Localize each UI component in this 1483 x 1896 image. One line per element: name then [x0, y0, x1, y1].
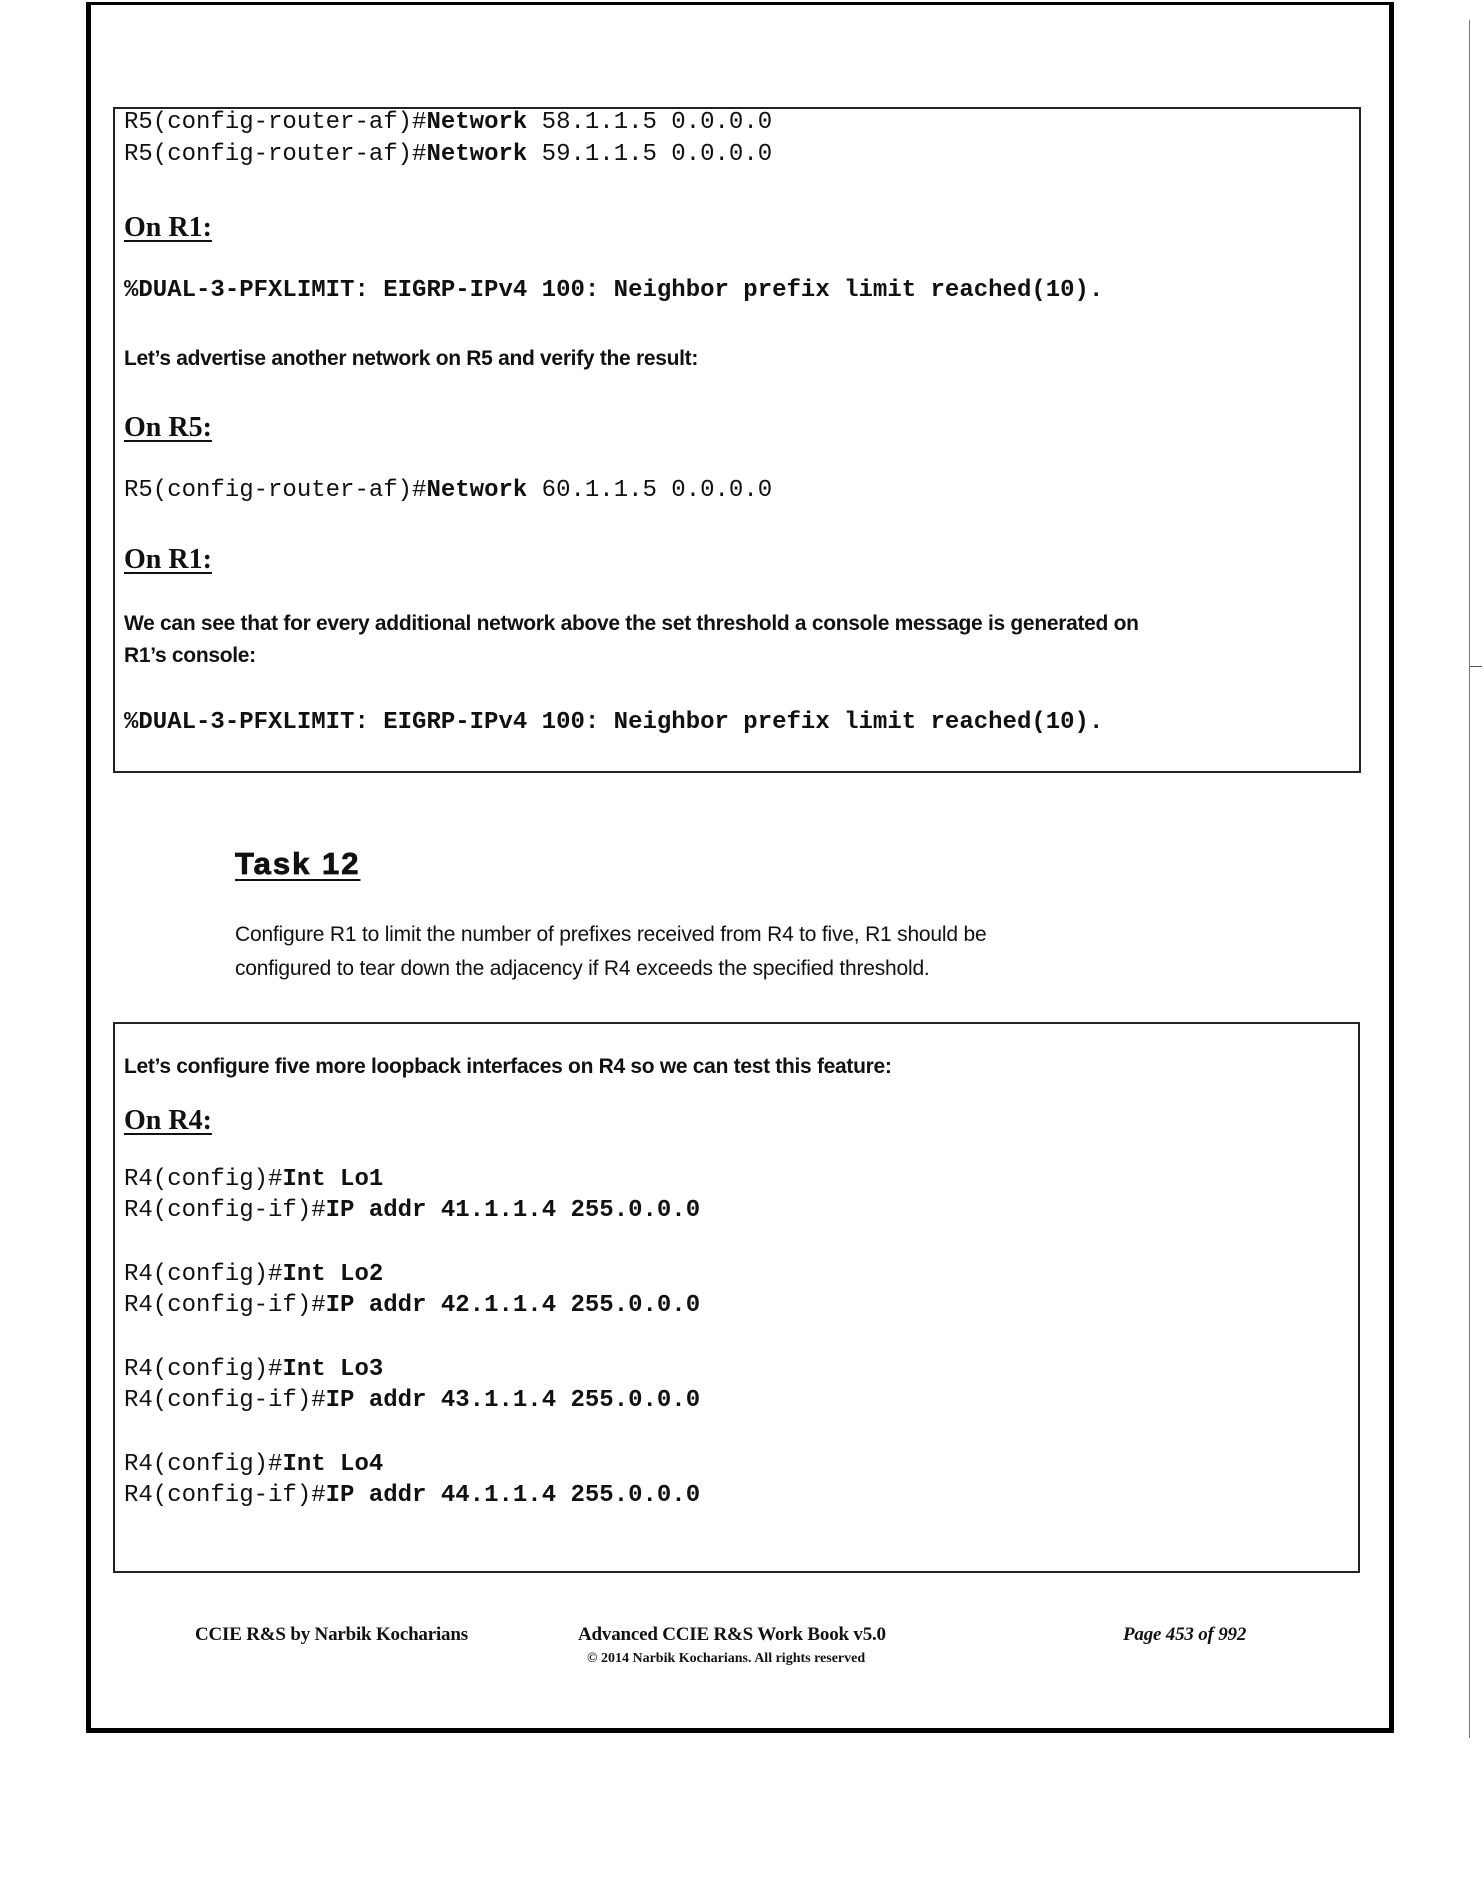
section-heading-on-r4: On R4:: [124, 1105, 212, 1136]
console-log-message: %DUAL-3-PFXLIMIT: EIGRP-IPv4 100: Neighbor prefix limit reached(10).: [124, 709, 1104, 736]
code-prompt: R4(config-if)#: [124, 1482, 326, 1509]
code-line: [124, 1355, 383, 1385]
code-prompt: R4(config-if)#: [124, 1387, 326, 1414]
code-args: 59.1.1.5 0.0.0.0: [527, 141, 773, 168]
code-args: 42.1.1.4 255.0.0.0: [426, 1292, 701, 1319]
code-line: [124, 1260, 383, 1290]
code-args: 60.1.1.5 0.0.0.0: [527, 477, 773, 504]
code-command: Network: [426, 141, 528, 168]
code-args: 44.1.1.4 255.0.0.0: [426, 1482, 701, 1509]
console-log-message: %DUAL-3-PFXLIMIT: EIGRP-IPv4 100: Neighbor prefix limit reached(10).: [124, 277, 1104, 304]
task-description-line-2: configured to tear down the adjacency if R4 exceeds the specified threshold.: [235, 957, 930, 980]
code-prompt: R5(config-router-af)#: [124, 141, 427, 168]
scan-edge-line: [1469, 20, 1470, 1738]
paragraph-configure-loopbacks: Let’s configure five more loopback interfaces on R4 so we can test this feature:: [124, 1055, 892, 1078]
paragraph-advertise: Let’s advertise another network on R5 and verify the result:: [124, 347, 699, 370]
code-prompt: R4(config)#: [124, 1261, 283, 1288]
code-line: [124, 1291, 700, 1321]
code-command: Int Lo4: [282, 1451, 384, 1478]
code-command: IP addr: [325, 1292, 427, 1319]
code-line: [124, 1450, 383, 1480]
code-line: [124, 1386, 700, 1416]
code-command: Network: [426, 477, 528, 504]
code-prompt: R5(config-router-af)#: [124, 109, 427, 136]
code-line: [124, 108, 772, 138]
code-line: [124, 1165, 383, 1195]
code-args: 41.1.1.4 255.0.0.0: [426, 1197, 701, 1224]
code-prompt: R5(config-router-af)#: [124, 477, 427, 504]
code-prompt: R4(config)#: [124, 1451, 283, 1478]
task-description-line-1: Configure R1 to limit the number of prefixes received from R4 to five, R1 should be: [235, 923, 987, 946]
code-command: Int Lo1: [282, 1166, 384, 1193]
scan-edge-tick: [1470, 666, 1482, 667]
code-line: [124, 140, 772, 170]
task-title: Task 12: [235, 846, 361, 881]
code-command: IP addr: [325, 1197, 427, 1224]
footer-book-title: Advanced CCIE R&S Work Book v5.0: [578, 1624, 886, 1645]
code-command: IP addr: [325, 1387, 427, 1414]
section-heading-on-r5: On R5:: [124, 412, 212, 443]
code-line: [124, 476, 772, 506]
paragraph-console-line-1: We can see that for every additional network above the set threshold a console message is generated on: [124, 612, 1139, 635]
code-command: Int Lo2: [282, 1261, 384, 1288]
code-prompt: R4(config)#: [124, 1166, 283, 1193]
code-args: 43.1.1.4 255.0.0.0: [426, 1387, 701, 1414]
paragraph-console-line-2: R1’s console:: [124, 644, 256, 667]
code-box-1: [113, 107, 1361, 773]
code-command: Network: [426, 109, 528, 136]
section-heading-on-r1: On R1:: [124, 544, 212, 575]
code-command: Int Lo3: [282, 1356, 384, 1383]
code-line: [124, 1481, 700, 1511]
section-heading-on-r1: On R1:: [124, 212, 212, 243]
footer-author: CCIE R&S by Narbik Kocharians: [195, 1624, 468, 1645]
code-command: IP addr: [325, 1482, 427, 1509]
code-prompt: R4(config)#: [124, 1356, 283, 1383]
footer-page-number: Page 453 of 992: [1123, 1624, 1247, 1645]
code-prompt: R4(config-if)#: [124, 1197, 326, 1224]
code-args: 58.1.1.5 0.0.0.0: [527, 109, 773, 136]
code-line: [124, 1196, 700, 1226]
footer-copyright: © 2014 Narbik Kocharians. All rights reserved: [587, 1651, 866, 1666]
code-prompt: R4(config-if)#: [124, 1292, 326, 1319]
